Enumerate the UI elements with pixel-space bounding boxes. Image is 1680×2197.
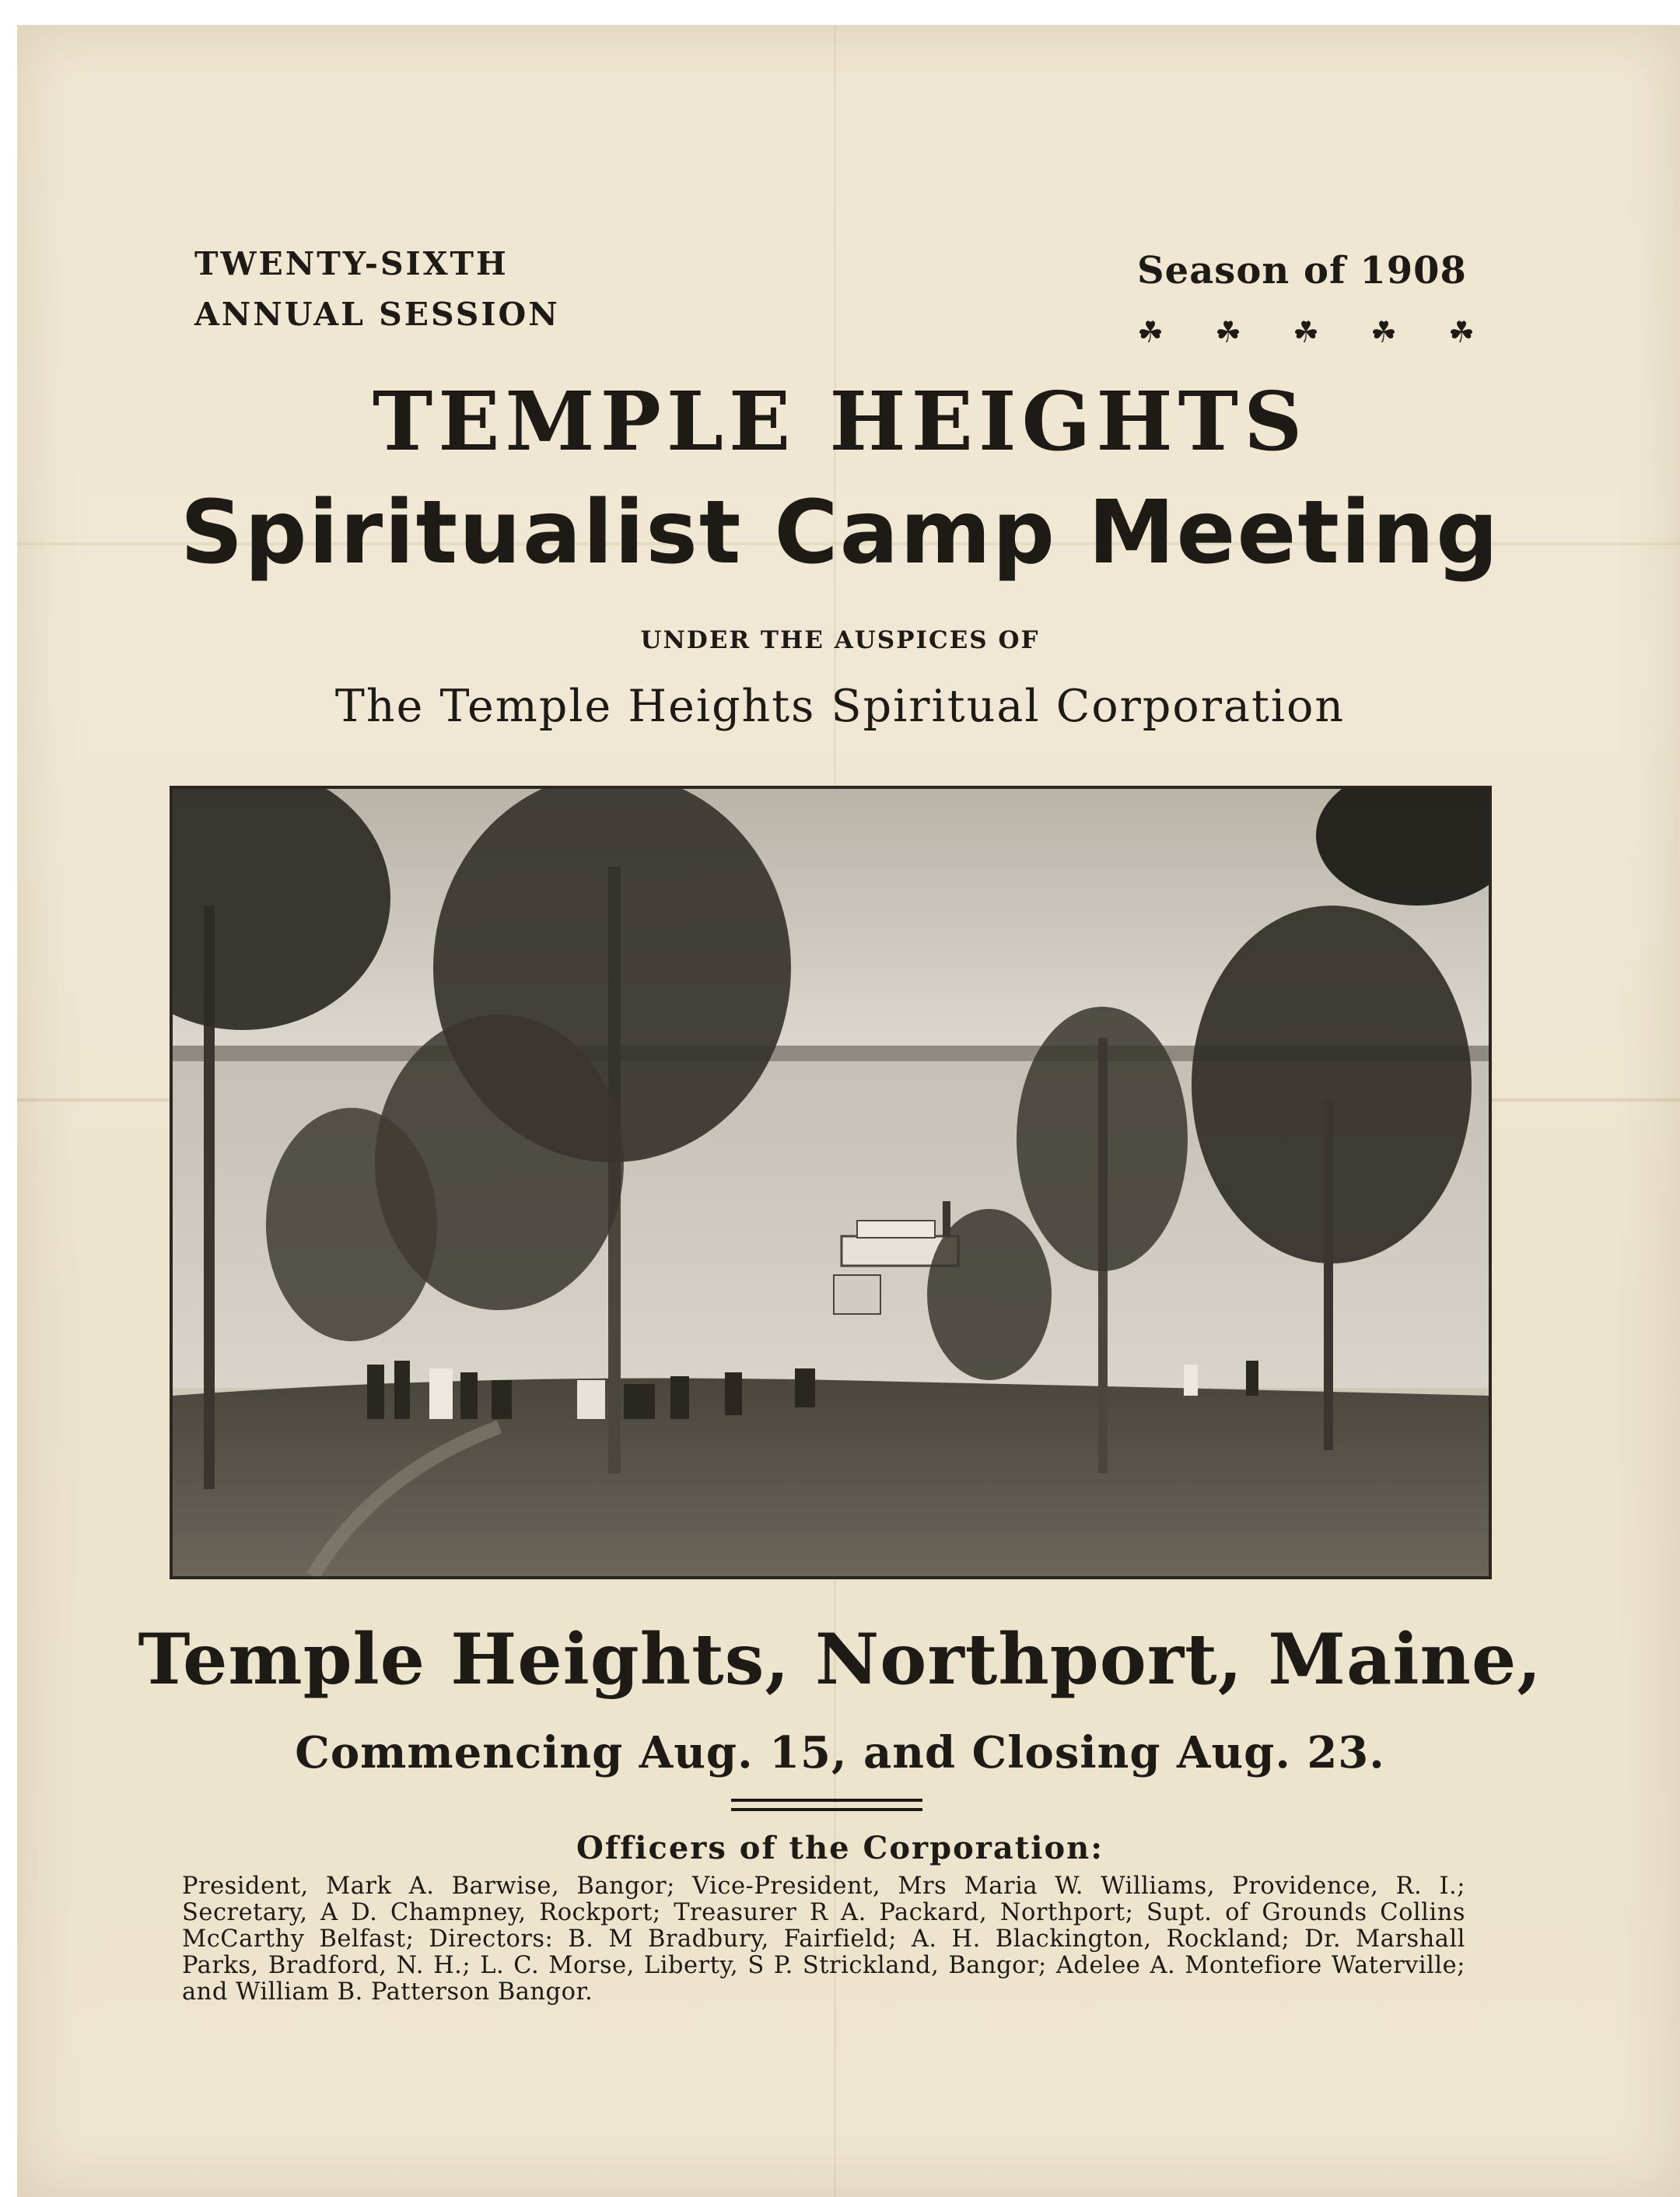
shamrock-ornament-icon: ☘ (1137, 315, 1164, 349)
boathouse (834, 1275, 880, 1314)
session-line-2: ANNUAL SESSION (194, 296, 560, 333)
lakeside-camp-photo (170, 786, 1492, 1579)
shamrock-ornament-icon: ☘ (1215, 315, 1242, 349)
officers-heading: Officers of the Corporation: (576, 1830, 1104, 1866)
main-title: TEMPLE HEIGHTS (372, 373, 1308, 469)
location-heading: Temple Heights, Northport, Maine, (138, 1618, 1542, 1701)
auspices-line: UNDER THE AUSPICES OF (640, 626, 1040, 654)
season-year: Season of 1908 (1137, 249, 1467, 293)
officers-list: President, Mark A. Barwise, Bangor; Vice-President, Mrs Maria W. Williams, Providence, R. I.; Secretary, A D. Champney, Rockport; Treasurer R A. Packard, Northport; Supt. of Grounds Collins McCarthy Belfast; Directors: B. M Bradbury, Fairfield; A. H. Blackington, Rockland; Dr. Marshall Parks, Bradford, N. H.; L. C. Morse, Liberty, S P. Strickland, Bangor; Adelee A. Montefiore Waterville; and William B. Patterson Bangor. (182, 1873, 1465, 2006)
sub-title: Spiritualist Camp Meeting (180, 482, 1500, 583)
corporation-name: The Temple Heights Spiritual Corporation (334, 681, 1346, 732)
double-rule-top (731, 1799, 922, 1802)
photo-illustration (173, 789, 1489, 1576)
shamrock-ornament-icon: ☘ (1293, 315, 1320, 349)
shamrock-ornament-icon: ☘ (1448, 315, 1475, 349)
shamrock-ornament-icon: ☘ (1370, 315, 1398, 349)
session-line-1: TWENTY-SIXTH (194, 245, 509, 282)
dates-line: Commencing Aug. 15, and Closing Aug. 23. (295, 1727, 1385, 1778)
double-rule-bottom (731, 1808, 922, 1811)
